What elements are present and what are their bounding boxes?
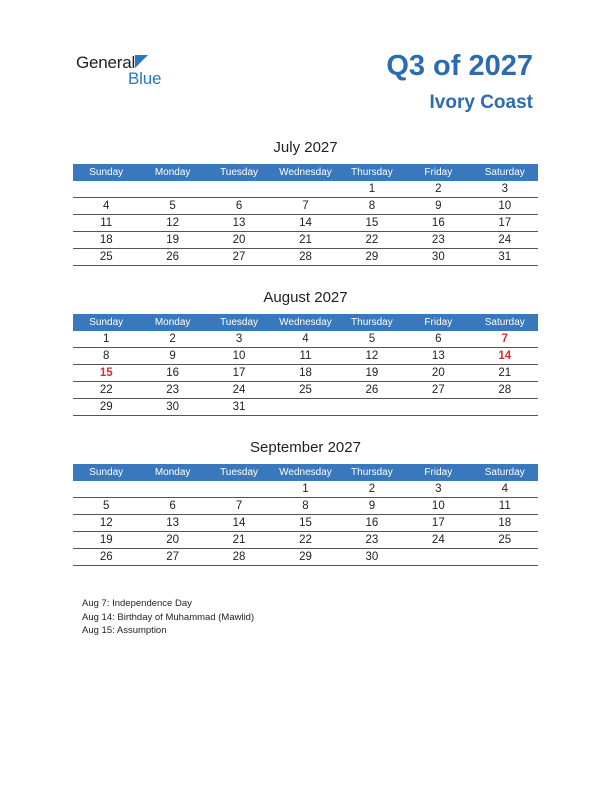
day-cell: 6	[206, 198, 272, 215]
weekday-header: Thursday	[339, 164, 405, 181]
day-cell: 23	[339, 532, 405, 549]
day-cell: 29	[339, 249, 405, 266]
weekday-header: Monday	[139, 314, 205, 331]
day-cell: 11	[472, 498, 538, 515]
week-row	[73, 331, 538, 348]
week-row	[73, 515, 538, 532]
day-cell: 2	[139, 331, 205, 348]
logo-triangle-icon	[135, 55, 148, 68]
calendar-grid	[73, 314, 538, 416]
day-cell: 5	[139, 198, 205, 215]
day-cell: 5	[73, 498, 139, 515]
day-cell: 3	[472, 181, 538, 198]
week-row	[73, 549, 538, 566]
day-cell: 3	[206, 331, 272, 348]
empty-day-cell	[405, 399, 471, 416]
weekday-header: Saturday	[472, 164, 538, 181]
day-cell: 23	[139, 382, 205, 399]
weekday-header: Friday	[405, 464, 471, 481]
empty-day-cell	[206, 181, 272, 198]
country-name: Ivory Coast	[429, 92, 533, 113]
holiday-note: Aug 14: Birthday of Muhammad (Mawlid)	[82, 611, 255, 623]
month-august	[73, 287, 538, 416]
day-cell: 2	[405, 181, 471, 198]
empty-day-cell	[73, 181, 139, 198]
calendar-grid	[73, 164, 538, 266]
holiday-note: Aug 15: Assumption	[82, 625, 167, 636]
day-cell: 23	[405, 232, 471, 249]
month-title: September 2027	[250, 439, 361, 456]
holiday-notes	[82, 597, 254, 638]
empty-day-cell	[139, 181, 205, 198]
day-cell: 16	[405, 215, 471, 232]
day-cell: 11	[272, 348, 338, 365]
day-cell: 27	[405, 382, 471, 399]
weekday-header: Tuesday	[206, 314, 272, 331]
weekday-header-row	[73, 314, 538, 331]
weekday-header: Monday	[139, 164, 205, 181]
day-cell: 12	[139, 215, 205, 232]
generalblue-logo	[76, 53, 176, 89]
weekday-header: Sunday	[73, 314, 139, 331]
day-cell: 13	[206, 215, 272, 232]
day-cell: 31	[206, 399, 272, 416]
day-cell: 17	[472, 215, 538, 232]
day-cell: 4	[472, 481, 538, 498]
day-cell: 1	[339, 181, 405, 198]
empty-day-cell	[472, 399, 538, 416]
day-cell: 5	[339, 331, 405, 348]
day-cell: 8	[73, 348, 139, 365]
day-cell: 17	[206, 365, 272, 382]
day-cell: 25	[73, 249, 139, 266]
day-cell: 14	[206, 515, 272, 532]
day-cell: 26	[73, 549, 139, 566]
month-september	[73, 437, 538, 566]
empty-day-cell	[339, 399, 405, 416]
week-row	[73, 399, 538, 416]
calendar-grid	[73, 464, 538, 566]
logo-text-blue: Blue	[128, 69, 162, 88]
day-cell: 19	[339, 365, 405, 382]
day-cell: 9	[405, 198, 471, 215]
weekday-header: Sunday	[73, 164, 139, 181]
day-cell: 1	[73, 331, 139, 348]
day-cell: 7	[272, 198, 338, 215]
day-cell: 24	[405, 532, 471, 549]
week-row	[73, 198, 538, 215]
day-cell: 22	[339, 232, 405, 249]
weekday-header-row	[73, 164, 538, 181]
day-cell: 14	[472, 348, 538, 365]
month-july	[73, 137, 538, 266]
day-cell: 7	[472, 331, 538, 348]
day-cell: 4	[73, 198, 139, 215]
day-cell: 21	[472, 365, 538, 382]
day-cell: 16	[139, 365, 205, 382]
day-cell: 30	[339, 549, 405, 566]
day-cell: 16	[339, 515, 405, 532]
month-title: August 2027	[263, 289, 348, 306]
day-cell: 4	[272, 331, 338, 348]
day-cell: 22	[272, 532, 338, 549]
empty-day-cell	[405, 549, 471, 566]
weekday-header: Sunday	[73, 464, 139, 481]
weekday-header-row	[73, 464, 538, 481]
week-row	[73, 232, 538, 249]
week-row	[73, 348, 538, 365]
day-cell: 14	[272, 215, 338, 232]
weekday-header: Thursday	[339, 314, 405, 331]
day-cell: 11	[73, 215, 139, 232]
week-row	[73, 365, 538, 382]
day-cell: 31	[472, 249, 538, 266]
day-cell: 25	[272, 382, 338, 399]
day-cell: 6	[139, 498, 205, 515]
weekday-header: Tuesday	[206, 464, 272, 481]
weekday-header: Wednesday	[272, 464, 338, 481]
day-cell: 12	[73, 515, 139, 532]
weekday-header: Saturday	[472, 314, 538, 331]
day-cell: 21	[206, 532, 272, 549]
day-cell: 30	[405, 249, 471, 266]
day-cell: 18	[272, 365, 338, 382]
day-cell: 28	[472, 382, 538, 399]
weekday-header: Monday	[139, 464, 205, 481]
day-cell: 29	[73, 399, 139, 416]
day-cell: 19	[139, 232, 205, 249]
day-cell: 10	[206, 348, 272, 365]
day-cell: 28	[272, 249, 338, 266]
week-row	[73, 249, 538, 266]
weekday-header: Wednesday	[272, 164, 338, 181]
day-cell: 13	[139, 515, 205, 532]
day-cell: 26	[139, 249, 205, 266]
day-cell: 6	[405, 331, 471, 348]
day-cell: 7	[206, 498, 272, 515]
day-cell: 9	[339, 498, 405, 515]
day-cell: 13	[405, 348, 471, 365]
week-row	[73, 498, 538, 515]
day-cell: 20	[139, 532, 205, 549]
weekday-header: Thursday	[339, 464, 405, 481]
day-cell: 8	[272, 498, 338, 515]
day-cell: 10	[472, 198, 538, 215]
weekday-header: Wednesday	[272, 314, 338, 331]
empty-day-cell	[272, 181, 338, 198]
day-cell: 20	[405, 365, 471, 382]
day-cell: 15	[339, 215, 405, 232]
empty-day-cell	[472, 549, 538, 566]
day-cell: 18	[472, 515, 538, 532]
empty-day-cell	[272, 399, 338, 416]
day-cell: 8	[339, 198, 405, 215]
day-cell: 21	[272, 232, 338, 249]
week-row	[73, 382, 538, 399]
day-cell: 28	[206, 549, 272, 566]
day-cell: 29	[272, 549, 338, 566]
page-title: Q3 of 2027	[386, 50, 533, 82]
day-cell: 24	[206, 382, 272, 399]
day-cell: 18	[73, 232, 139, 249]
day-cell: 9	[139, 348, 205, 365]
day-cell: 3	[405, 481, 471, 498]
day-cell: 24	[472, 232, 538, 249]
week-row	[73, 481, 538, 498]
day-cell: 1	[272, 481, 338, 498]
week-row	[73, 181, 538, 198]
day-cell: 19	[73, 532, 139, 549]
day-cell: 2	[339, 481, 405, 498]
empty-day-cell	[139, 481, 205, 498]
day-cell: 20	[206, 232, 272, 249]
empty-day-cell	[73, 481, 139, 498]
day-cell: 12	[339, 348, 405, 365]
day-cell: 27	[139, 549, 205, 566]
weekday-header: Friday	[405, 164, 471, 181]
month-title: July 2027	[273, 139, 338, 156]
day-cell: 26	[339, 382, 405, 399]
weekday-header: Saturday	[472, 464, 538, 481]
day-cell: 10	[405, 498, 471, 515]
week-row	[73, 532, 538, 549]
day-cell: 30	[139, 399, 205, 416]
day-cell: 15	[73, 365, 139, 382]
week-row	[73, 215, 538, 232]
day-cell: 22	[73, 382, 139, 399]
logo-text-general: General	[76, 53, 136, 72]
empty-day-cell	[206, 481, 272, 498]
day-cell: 27	[206, 249, 272, 266]
day-cell: 15	[272, 515, 338, 532]
weekday-header: Tuesday	[206, 164, 272, 181]
holiday-note: Aug 7: Independence Day	[82, 598, 192, 609]
day-cell: 25	[472, 532, 538, 549]
day-cell: 17	[405, 515, 471, 532]
weekday-header: Friday	[405, 314, 471, 331]
